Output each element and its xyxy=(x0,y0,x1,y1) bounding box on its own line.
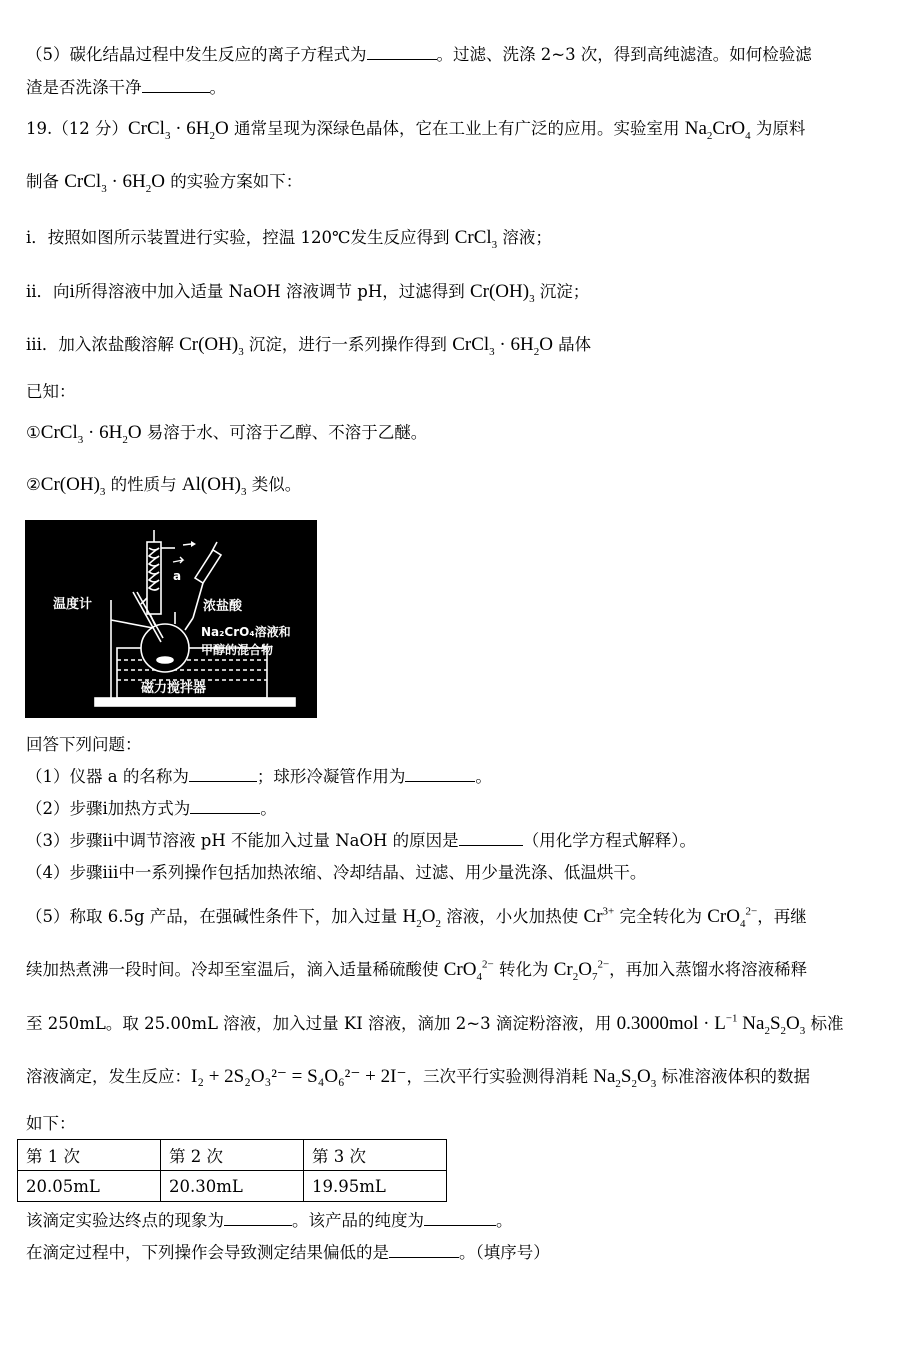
answer-blank[interactable] xyxy=(189,767,257,782)
formula: $Na_2S_2O_3$ xyxy=(593,1066,657,1090)
stand-base xyxy=(95,698,295,706)
table-header: 第 1 次 xyxy=(18,1140,161,1171)
answer-blank[interactable] xyxy=(405,767,475,782)
table-cell: 20.05mL xyxy=(18,1171,161,1202)
formula: CrCl$_3$ · $6H_2O$ xyxy=(127,118,229,142)
condenser xyxy=(147,542,161,614)
label-hcl: 浓盐酸 xyxy=(203,599,243,614)
formula: $Cr_2O_7^{2-}$ xyxy=(553,958,610,983)
formula: $Cr^{3+}$ xyxy=(583,905,615,927)
known-heading: 已知： xyxy=(26,382,76,401)
table-cell: 20.30mL xyxy=(161,1171,304,1202)
clamp xyxy=(111,620,153,628)
table-row xyxy=(18,1140,447,1171)
label-mixture-1: Na₂CrO₄溶液和 xyxy=(201,625,291,639)
answer-blank[interactable] xyxy=(190,799,260,814)
after-table-line2: 在滴定过程中，下列操作会导致测定结果偏低的是 。（填序号） xyxy=(26,1243,550,1262)
question-5-line4: 溶液滴定，发生反应：I₂ + 2S₂O₃²⁻ = S₄O₆²⁻ + 2I⁻，三次平行实验测得消耗 $Na_2S_2O_3$ 标准溶液体积的数据 xyxy=(26,1066,810,1090)
known-1: ①CrCl$_3$ · $6H_2O$ 易溶于水、可溶于乙醇、不溶于乙醚。 xyxy=(26,422,428,446)
flask xyxy=(141,624,189,672)
formula: $Cr(OH)_3$ xyxy=(179,334,244,358)
table-row xyxy=(18,1171,447,1202)
question-5-line3: 至 250mL。取 25.00mL 溶液，加入过量 KI 溶液，滴加 2~3 滴淀粉溶液，用 $0.3000mol \cdot L^{-1}$ $Na_2S_2O_3$ 标准 xyxy=(26,1012,844,1037)
formula: CrCl$_3$ xyxy=(454,227,498,251)
answer-blank[interactable] xyxy=(142,78,210,93)
q18-5-line1: （5）碳化结晶过程中发生反应的离子方程式为 。过滤、洗涤 2~3 次，得到高纯滤渣。如何检验滤 xyxy=(26,45,812,64)
answer-blank[interactable] xyxy=(424,1211,496,1226)
formula: CrCl$_3$ · $6H_2O$ xyxy=(452,334,553,358)
q18-5-line2: 渣是否洗涤干净 。 xyxy=(26,78,226,97)
reaction-equation: I₂ + 2S₂O₃²⁻ = S₄O₆²⁻ + 2I⁻ xyxy=(191,1066,407,1087)
q19-header: 19.（12 分）CrCl$_3$ · $6H_2O$ 通常呈现为深绿色晶体，它在工业上有广泛的应用。实验室用 $Na_2CrO_4$ 为原料 xyxy=(26,118,806,142)
formula: $Cr(OH)_3$ xyxy=(469,281,535,305)
formula: $H_2O_2$ xyxy=(402,906,442,930)
formula: $Na_2CrO_4$ xyxy=(684,118,751,142)
label-stirrer: 磁力搅拌器 xyxy=(141,681,207,696)
label-a: a xyxy=(173,569,182,583)
questions-intro: 回答下列问题： xyxy=(26,735,142,754)
after-table-line1: 该滴定实验达终点的现象为 。该产品的纯度为 。 xyxy=(26,1211,513,1230)
titration-table xyxy=(17,1139,447,1202)
formula: CrO$_4^{2-}$ xyxy=(707,905,758,930)
formula: $0.3000mol \cdot L^{-1}$ $Na_2S_2O_3$ xyxy=(616,1012,806,1037)
answer-blank[interactable] xyxy=(224,1211,292,1226)
formula: $Cr(OH)_3$ xyxy=(40,474,106,498)
answer-blank[interactable] xyxy=(389,1243,459,1258)
formula: $Al(OH)_3$ xyxy=(181,474,247,498)
question-5-line5: 如下： xyxy=(26,1114,76,1133)
answer-blank[interactable] xyxy=(459,831,523,846)
apparatus-diagram xyxy=(25,520,317,718)
q19-header-line2: 制备 CrCl$_3$ · $6H_2O$ 的实验方案如下： xyxy=(26,171,303,195)
answer-blank[interactable] xyxy=(367,45,437,60)
known-2: $②Cr(OH)_3$ 的性质与 $Al(OH)_3$ 类似。 xyxy=(26,474,302,498)
question-5-line1: （5）称取 6.5g 产品，在强碱性条件下，加入过量 $H_2O_2$ 溶液，小火加热使 $Cr^{3+}$ 完全转化为 CrO$_4^{2-}$，再继 xyxy=(26,905,807,930)
question-1: （1）仪器 a 的名称为 ；球形冷凝管作用为 。 xyxy=(26,767,492,786)
question-2: （2）步骤ⅰ加热方式为 。 xyxy=(26,799,277,818)
step-2: ⅱ．向ⅰ所得溶液中加入适量 NaOH 溶液调节 pH，过滤得到 $Cr(OH)_3$ 沉淀； xyxy=(26,281,590,305)
dropping-funnel-a xyxy=(195,550,221,583)
label-mixture-2: 甲醇的混合物 xyxy=(201,643,274,657)
arrow-in-icon xyxy=(191,541,196,547)
question-3: （3）步骤ⅱ中调节溶液 pH 不能加入过量 NaOH 的原因是 （用化学方程式解释）。 xyxy=(26,831,696,850)
label-thermometer: 温度计 xyxy=(53,597,93,612)
table-header: 第 3 次 xyxy=(304,1140,447,1171)
question-5-line2: 续加热煮沸一段时间。冷却至室温后，滴入适量稀硫酸使 CrO$_4^{2-}$ 转化为 $Cr_2O_7^{2-}$，再加入蒸馏水将溶液稀释 xyxy=(26,958,808,983)
formula: CrO$_4^{2-}$ xyxy=(443,958,494,983)
arrow-out-icon xyxy=(173,557,183,563)
table-cell: 19.95mL xyxy=(304,1171,447,1202)
stir-bar xyxy=(157,657,173,663)
apparatus-figure xyxy=(25,520,317,718)
step-3: ⅲ．加入浓盐酸溶解 $Cr(OH)_3$ 沉淀，进行一系列操作得到 CrCl$_3$ · $6H_2O$ 晶体 xyxy=(26,334,592,358)
formula: CrCl$_3$ · $6H_2O$ xyxy=(64,171,165,195)
step-1: ⅰ．按照如图所示装置进行实验，控温 120℃发生反应得到 CrCl$_3$ 溶液； xyxy=(26,227,552,251)
question-4: （4）步骤ⅲ中一系列操作包括加热浓缩、冷却结晶、过滤、用少量洗涤、低温烘干。 xyxy=(26,863,647,882)
formula: CrCl$_3$ · $6H_2O$ xyxy=(40,422,142,446)
table-header: 第 2 次 xyxy=(161,1140,304,1171)
